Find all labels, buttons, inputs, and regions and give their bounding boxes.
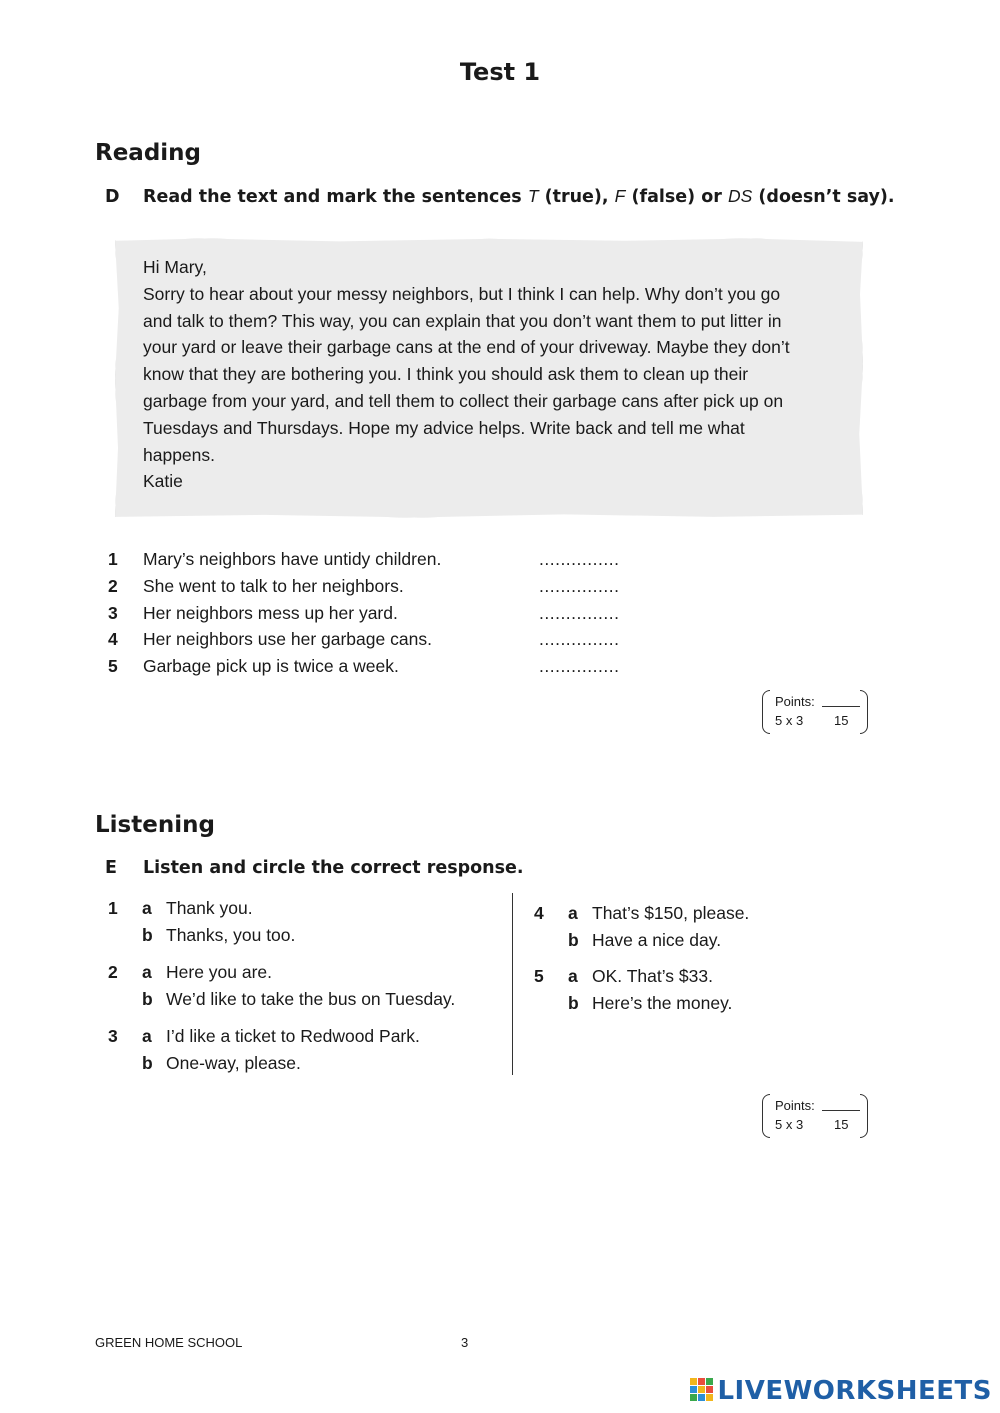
letter-line: Katie: [143, 471, 183, 492]
option-row[interactable]: b We’d like to take the bus on Tuesday.: [142, 989, 456, 1009]
listening-heading: Listening: [95, 812, 215, 838]
letter-line: Tuesdays and Thursdays. Hope my advice helps. Write back and tell me what: [143, 417, 745, 438]
exercise-letter: D: [105, 187, 120, 207]
points-multiplier: 5 x 3: [775, 1117, 804, 1132]
option-row[interactable]: b Here’s the money.: [568, 993, 733, 1013]
reading-heading: Reading: [95, 140, 202, 166]
answer-blank[interactable]: ...............: [539, 629, 620, 649]
option-row[interactable]: 5 a OK. That’s $33.: [534, 966, 713, 986]
option-row[interactable]: b Thanks, you too.: [142, 925, 296, 945]
page-title: Test 1: [459, 58, 541, 86]
option-row[interactable]: 4 a That’s $150, please.: [534, 903, 750, 923]
question-row: 5 Garbage pick up is twice a week. ...............: [108, 656, 620, 676]
points-box-listening: [762, 1094, 868, 1138]
brand-logo[interactable]: [690, 1376, 992, 1406]
question-row: 3 Her neighbors mess up her yard. ...............: [108, 603, 620, 623]
listening-instruction: E Listen and circle the correct response.: [105, 858, 524, 878]
question-row: 1 Mary’s neighbors have untidy children. ...............: [108, 549, 620, 569]
option-row[interactable]: 2 a Here you are.: [108, 962, 273, 982]
option-row[interactable]: 1 a Thank you.: [108, 898, 253, 918]
option-row[interactable]: b Have a nice day.: [568, 930, 722, 950]
option-row[interactable]: b One-way, please.: [142, 1053, 301, 1073]
exercise-letter: E: [105, 858, 117, 878]
letter-line: happens.: [143, 444, 216, 465]
reading-instruction: D Read the text and mark the sentences T (true), F (false) or DS (doesn’t say).: [105, 186, 895, 207]
answer-blank[interactable]: ...............: [539, 603, 620, 623]
footer-school: GREEN HOME SCHOOL: [95, 1335, 243, 1350]
letter-line: Hi Mary,: [143, 257, 207, 277]
letter-line: and talk to them? This way, you can explain that you don’t want them to put litter in: [143, 310, 782, 331]
question-row: 4 Her neighbors use her garbage cans. ...............: [108, 629, 620, 649]
points-box-reading: [762, 690, 868, 734]
letter-line: your yard or leave their garbage cans at the end of your driveway. Maybe they don’t: [143, 337, 790, 358]
column-divider: [512, 893, 513, 1075]
letter-line: Sorry to hear about your messy neighbors, but I think I can help. Why don’t you go: [143, 283, 781, 304]
answer-blank[interactable]: ...............: [539, 656, 620, 676]
answer-blank[interactable]: ...............: [539, 576, 620, 596]
points-label: Points:: [775, 1098, 815, 1113]
letter-line: know that they are bothering you. I think you should ask them to clean up their: [143, 364, 749, 385]
points-score-line: [822, 1110, 860, 1111]
brand-name: LIVEWORKSHEETS: [717, 1376, 992, 1406]
liveworksheets-icon: [690, 1378, 714, 1402]
question-row: 2 She went to talk to her neighbors. ...............: [108, 576, 620, 596]
points-total: 15: [834, 713, 849, 728]
points-multiplier: 5 x 3: [775, 713, 804, 728]
footer-page-number: 3: [461, 1335, 469, 1350]
letter-text: [143, 254, 843, 495]
letter-line: garbage from your yard, and tell them to collect their garbage cans after pick up on: [143, 390, 784, 411]
points-score-line: [822, 706, 860, 707]
option-row[interactable]: 3 a I’d like a ticket to Redwood Park.: [108, 1026, 420, 1046]
answer-blank[interactable]: ...............: [539, 549, 620, 569]
points-total: 15: [834, 1117, 849, 1132]
points-label: Points:: [775, 694, 815, 709]
